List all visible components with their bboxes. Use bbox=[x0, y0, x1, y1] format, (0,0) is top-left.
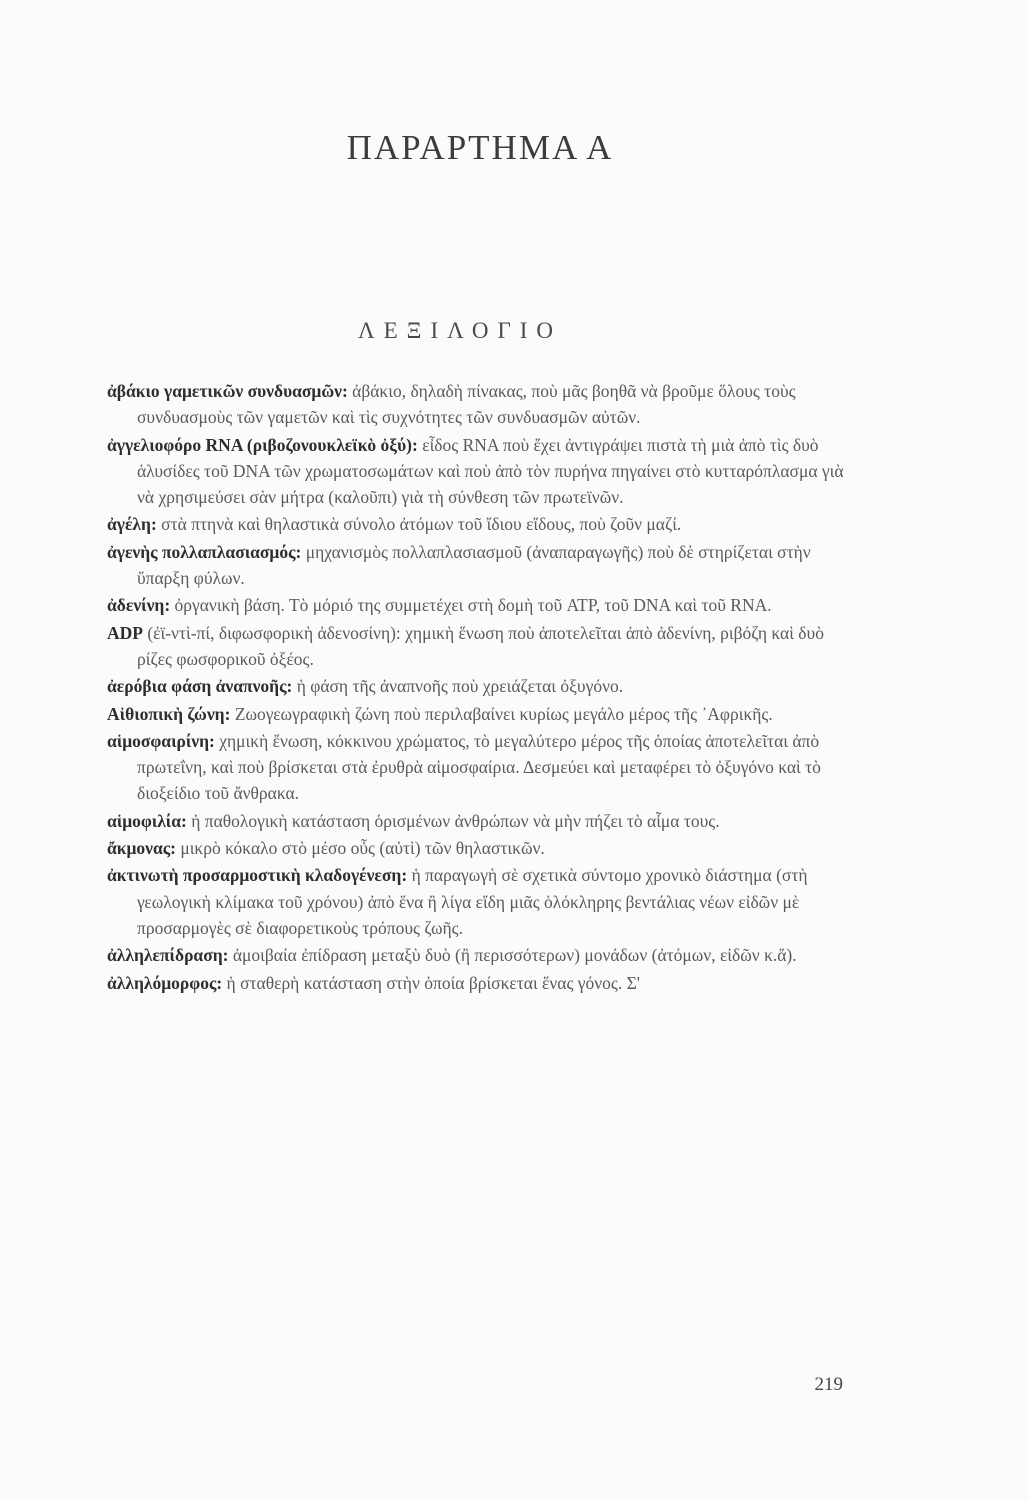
entry-term: ἀγενὴς πολλαπλασιασμός: bbox=[107, 541, 302, 562]
appendix-title: ΠΑΡΑΡΤΗΜΑ Α bbox=[346, 128, 614, 167]
entry-term: ἀδενίνη: bbox=[107, 595, 171, 616]
entry-definition: (ἐϊ-ντὶ-πί, διφωσφορικὴ ἀδενοσίνη): χημικὴ ἕνωση ποὺ ἀποτελεῖται ἀπὸ ἀδενίνη, ριβόζη καὶ δυὸ ρίζες φωσφορικοῦ ὀξέος. bbox=[137, 622, 824, 669]
glossary-entry bbox=[107, 701, 855, 727]
glossary-entry bbox=[107, 673, 855, 699]
glossary-entry bbox=[107, 970, 855, 996]
glossary-entry bbox=[107, 432, 855, 511]
entry-term: ἀλληλεπίδραση: bbox=[107, 945, 229, 966]
entry-definition: ἡ σταθερὴ κατάσταση στὴν ὁποία βρίσκεται ἕνας γόνος. Σ' bbox=[226, 972, 640, 993]
entry-definition: Ζωογεωγραφικὴ ζώνη ποὺ περιλαβαίνει κυρίως μεγάλο μέρος τῆς ᾿Αφρικῆς. bbox=[234, 703, 773, 724]
page-number: 219 bbox=[814, 1374, 843, 1395]
entry-definition: ἡ παθολογικὴ κατάσταση ὁρισμένων ἀνθρώπων νὰ μὴν πήζει τὸ αἷμα τους. bbox=[191, 810, 720, 831]
glossary-entry bbox=[107, 728, 855, 807]
entry-term: ἀβάκιο γαμετικῶν συνδυασμῶν: bbox=[107, 381, 348, 401]
glossary-title: ΛΕΞΙΛΟΓΙΟ bbox=[357, 318, 563, 343]
entry-term: ἀλληλόμορφος: bbox=[107, 972, 223, 993]
glossary-entry bbox=[107, 539, 855, 592]
entry-term: ἀκτινωτὴ προσαρμοστικὴ κλαδογένεση: bbox=[107, 865, 408, 886]
entry-definition: στὰ πτηνὰ καὶ θηλαστικὰ σύνολο ἀτόμων τοῦ ἴδιου εἴδους, ποὺ ζοῦν μαζί. bbox=[161, 514, 682, 535]
entry-term: ἀγγελιοφόρο RNA (ριβοζονουκλεϊκὸ ὀξύ): bbox=[107, 434, 418, 455]
entry-definition: χημικὴ ἕνωση, κόκκινου χρώματος, τὸ μεγαλύτερο μέρος τῆς ὁποίας ἀποτελεῖται ἀπὸ πρωτεΐνη, καὶ ποὺ βρίσκεται στὰ ἐρυθρὰ αἱμοσφαίρια. Δεσμεύει καὶ μεταφέρει τὸ ὀξυγόνο καὶ τὸ διοξείδιο τοῦ ἄνθρακα. bbox=[137, 730, 821, 804]
entry-definition: ἡ φάση τῆς ἀναπνοῆς ποὺ χρειάζεται ὀξυγόνο. bbox=[296, 676, 624, 697]
entry-definition: μηχανισμὸς πολλαπλασιασμοῦ (ἀναπαραγωγῆς) ποὺ δὲ στηρίζεται στὴν ὕπαρξη φύλων. bbox=[137, 541, 811, 589]
glossary-entry bbox=[107, 835, 855, 861]
glossary-entry bbox=[107, 620, 855, 673]
glossary-entry bbox=[107, 511, 855, 537]
entry-definition: ἀμοιβαία ἐπίδραση μεταξὺ δυὸ (ἢ περισσότερων) μονάδων (ἀτόμων, εἰδῶν κ.ἄ). bbox=[232, 945, 797, 966]
entry-definition: ὀργανικὴ βάση. Τὸ μόριό της συμμετέχει στὴ δομὴ τοῦ ATP, τοῦ DNA καὶ τοῦ RNA. bbox=[174, 595, 772, 616]
glossary-entry bbox=[107, 808, 855, 834]
entry-term: Αἰθιοπικὴ ζώνη: bbox=[107, 703, 231, 724]
entry-definition: ἡ παραγωγὴ σὲ σχετικὰ σύντομο χρονικὸ διάστημα (στὴ γεωλογικὴ κλίμακα τοῦ χρόνου) ἀπὸ ἕνα ἢ λίγα εἴδη μιᾶς ὁλόκληρης βεντάλιας νέων εἰδῶν μὲ προσαρμογὲς σὲ διαφορετικοὺς τρόπους ζωῆς. bbox=[137, 865, 808, 938]
entry-definition: εἶδος RNA ποὺ ἔχει ἀντιγράψει πιστὰ τὴ μιὰ ἀπὸ τὶς δυὸ ἁλυσίδες τοῦ DNA τῶν χρωματοσωμάτων καὶ ποὺ ἀπὸ τὸν πυρήνα πηγαίνει στὸ κυτταρόπλασμα γιὰ νὰ χρησιμεύσει σὰν μήτρα (καλοῦπι) γιὰ τὴ σύνθεση τῶν πρωτεϊνῶν. bbox=[137, 434, 844, 508]
entry-definition: μικρὸ κόκαλο στὸ μέσο οὖς (αὐτὶ) τῶν θηλαστικῶν. bbox=[180, 838, 545, 859]
glossary-entries bbox=[107, 378, 855, 997]
entry-term: αἱμοφιλία: bbox=[107, 810, 187, 831]
entry-term: ἀγέλη: bbox=[107, 514, 157, 535]
glossary-entry bbox=[107, 592, 855, 618]
entry-term: ἀερόβια φάση ἀναπνοῆς: bbox=[107, 676, 293, 697]
entry-definition: ἀβάκιο, δηλαδὴ πίνακας, ποὺ μᾶς βοηθᾶ νὰ βροῦμε ὅλους τοὺς συνδυασμοὺς τῶν γαμετῶν καὶ τὶς συχνότητες τῶν συνδυασμῶν αὐτῶν. bbox=[137, 381, 796, 428]
entry-term: ἄκμονας: bbox=[107, 838, 176, 859]
glossary-entry bbox=[107, 942, 855, 968]
entry-term: αἱμοσφαιρίνη: bbox=[107, 730, 215, 751]
glossary-entry bbox=[107, 862, 855, 941]
glossary-entry bbox=[107, 378, 855, 431]
entry-term: ADP bbox=[107, 622, 143, 643]
